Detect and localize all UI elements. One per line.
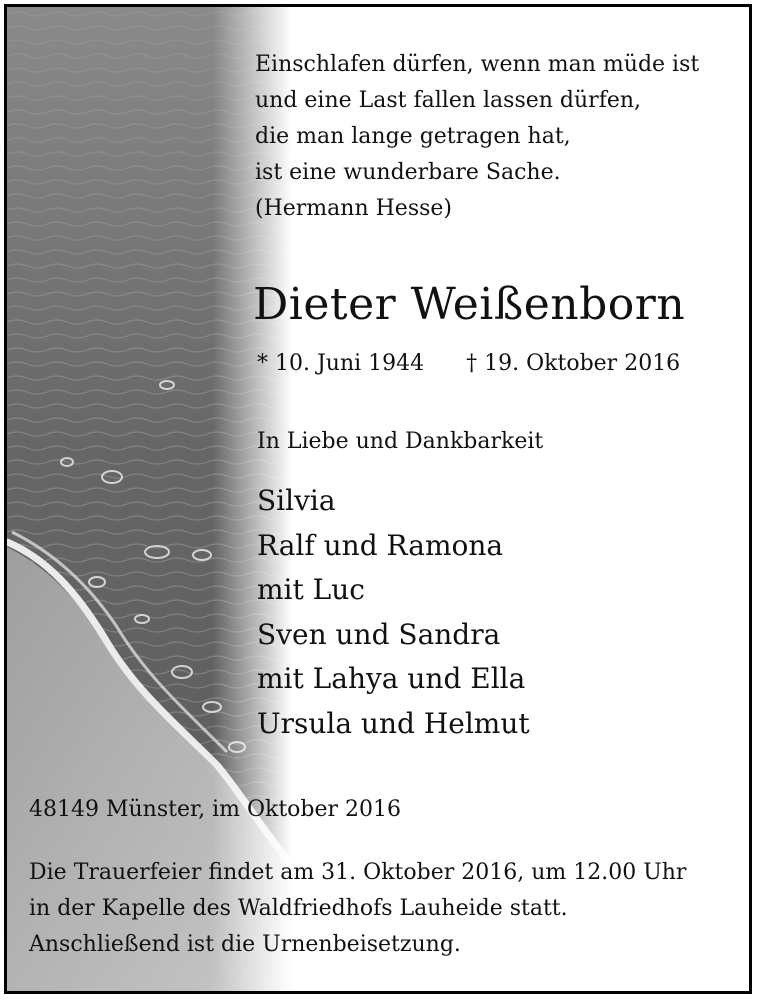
quote-line: ist eine wunderbare Sache.: [255, 160, 561, 185]
ceremony-info: [29, 855, 686, 963]
mourner-name: Ursula und Helmut: [257, 706, 530, 740]
mourner-name: mit Luc: [257, 573, 365, 606]
quote-author: (Hermann Hesse): [255, 196, 453, 221]
ceremony-line: Die Trauerfeier findet am 31. Oktober 2016, um 12.00 Uhr: [29, 860, 687, 885]
ceremony-line: Anschließend ist die Urnenbeisetzung.: [29, 932, 461, 957]
sea-shore-image: [7, 7, 292, 991]
mourners-intro: In Liebe und Dankbarkeit: [257, 429, 544, 454]
quote-line: Einschlafen dürfen, wenn man müde ist: [255, 52, 700, 77]
life-dates: [257, 351, 680, 376]
ceremony-line: in der Kapelle des Waldfriedhofs Lauheide statt.: [29, 896, 568, 921]
birth-date: * 10. Juni 1944: [257, 351, 425, 376]
death-date: † 19. Oktober 2016: [466, 351, 681, 376]
mourners-list: [257, 479, 530, 746]
quote: [255, 47, 699, 227]
quote-line: und eine Last fallen lassen dürfen,: [255, 88, 642, 113]
place-date: 48149 Münster, im Oktober 2016: [29, 797, 402, 822]
deceased-name: Dieter Weißenborn: [253, 279, 686, 330]
obituary-notice: [4, 4, 752, 994]
mourner-name: Sven und Sandra: [257, 617, 501, 651]
mourner-name: Silvia: [257, 484, 336, 517]
mourner-name: Ralf und Ramona: [257, 528, 504, 562]
quote-line: die man lange getragen hat,: [255, 124, 571, 149]
mourner-name: mit Lahya und Ella: [257, 662, 526, 695]
